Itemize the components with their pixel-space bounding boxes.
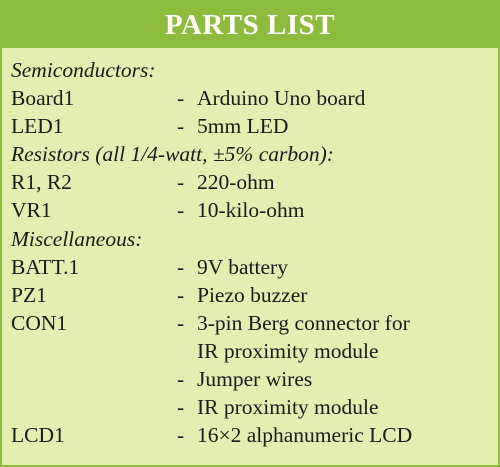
part-row [11, 393, 498, 421]
parts-list-body [2, 48, 498, 449]
part-desc: Arduino Uno board [197, 86, 366, 111]
part-row [11, 196, 498, 224]
part-dash: - [177, 367, 185, 392]
part-row [11, 421, 498, 449]
part-ref: PZ1 [11, 282, 47, 307]
part-dash: - [177, 395, 185, 420]
parts-list-header [2, 2, 498, 48]
part-row [11, 84, 498, 112]
part-dash: - [177, 86, 185, 111]
part-dash: - [177, 170, 185, 195]
part-ref: LED1 [11, 114, 64, 139]
part-ref: VR1 [11, 198, 52, 223]
part-ref: R1, R2 [11, 170, 72, 195]
part-row [11, 253, 498, 281]
part-desc: IR proximity module [197, 338, 379, 363]
part-row [11, 365, 498, 393]
section-heading-resistors: Resistors (all 1/4-watt, ±5% carbon): [11, 142, 334, 167]
part-dash: - [177, 310, 185, 335]
section-heading-miscellaneous: Miscellaneous: [11, 226, 143, 251]
part-dash: - [177, 282, 185, 307]
part-desc: IR proximity module [197, 395, 379, 420]
part-dash: - [177, 254, 185, 279]
part-ref: BATT.1 [11, 254, 80, 279]
part-ref: Board1 [11, 86, 75, 111]
part-row-continuation [11, 337, 498, 365]
part-dash: - [177, 198, 185, 223]
part-row [11, 281, 498, 309]
part-ref: CON1 [11, 310, 68, 335]
part-desc: 5mm LED [197, 114, 289, 139]
part-desc: Jumper wires [197, 367, 313, 392]
part-desc: 9V battery [197, 254, 288, 279]
part-row [11, 112, 498, 140]
part-desc: 16×2 alphanumeric LCD [197, 423, 413, 448]
part-dash: - [177, 423, 185, 448]
parts-list-title: PARTS LIST [164, 8, 336, 41]
part-desc: 220-ohm [197, 170, 275, 195]
part-dash: - [177, 114, 185, 139]
part-desc: 10-kilo-ohm [197, 198, 305, 223]
part-desc: Piezo buzzer [197, 282, 308, 307]
part-ref: LCD1 [11, 423, 65, 448]
part-desc: 3-pin Berg connector for [197, 310, 410, 335]
part-row [11, 309, 498, 337]
section-heading-semiconductors: Semiconductors: [11, 58, 156, 82]
part-row [11, 168, 498, 196]
